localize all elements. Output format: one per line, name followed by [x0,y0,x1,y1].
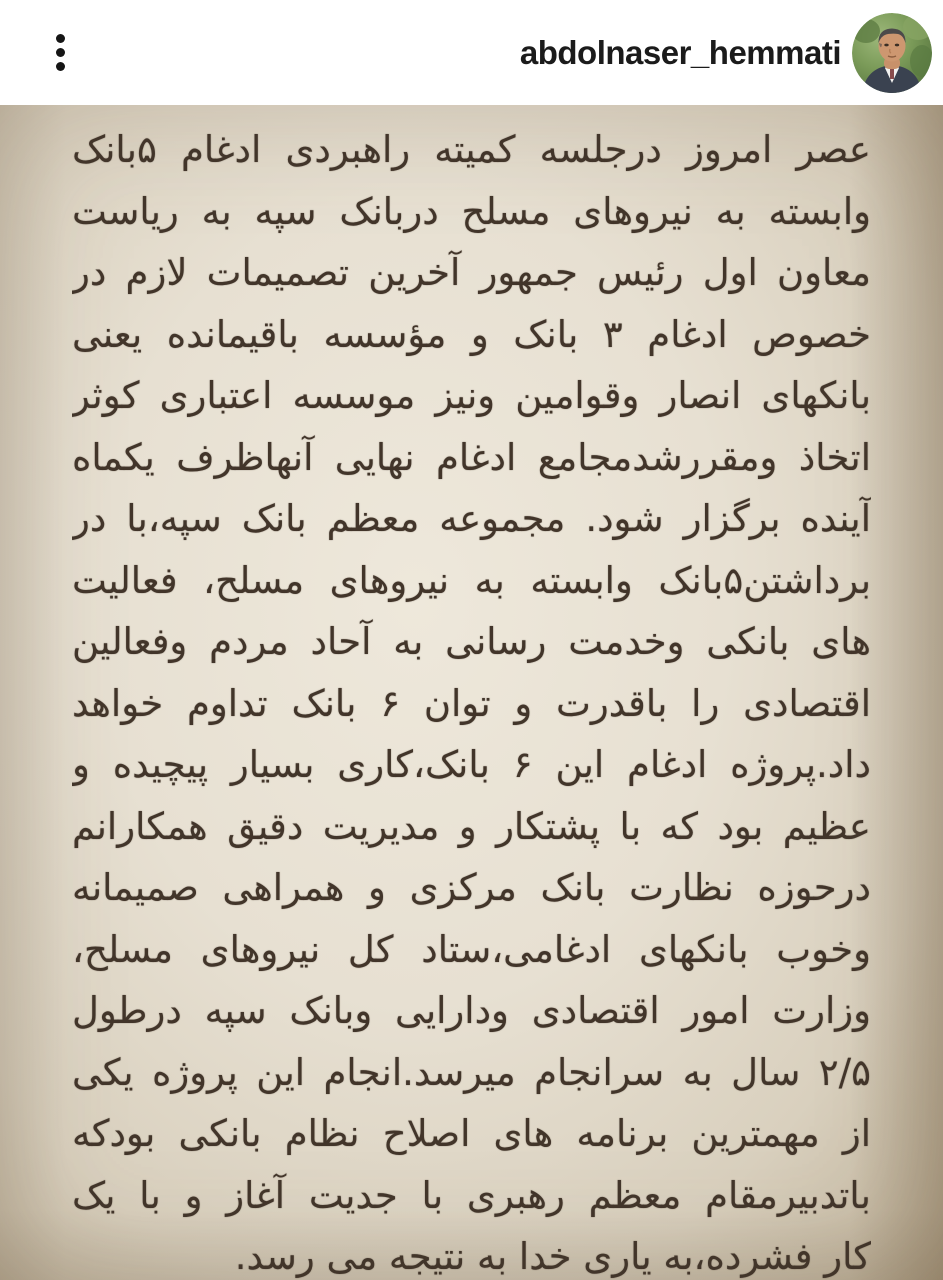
kebab-menu-icon [56,48,65,57]
post-text-line: وزارت امور اقتصادی ودارایی وبانک سپه درطول [72,989,871,1032]
avatar[interactable] [852,13,932,93]
kebab-menu-icon [56,62,65,71]
profile-photo-icon [852,13,932,93]
post-text-line: بانکهای انصار وقوامین ونیز موسسه اعتباری کوثر [72,374,871,417]
post-text-line: معاون اول رئیس جمهور آخرین تصمیمات لازم در [72,251,871,294]
post-text-line: کار فشرده،به یاری خدا به نتیجه می رسد. [234,1235,871,1278]
post-text [72,119,871,1280]
post-text-line: درحوزه نظارت بانک مرکزی و همراهی صمیمانه [72,866,871,909]
post-text-line: عظیم بود که با پشتکار و مدیریت دقیق همکارانم [72,804,871,848]
post-text-line: آینده برگزار شود. مجموعه معظم بانک سپه،با در [72,497,871,540]
post-text-line: عصر امروز درجلسه کمیته راهبردی ادغام ۵بانک [72,128,871,171]
post-text-line: خصوص ادغام ۳ بانک و مؤسسه باقیمانده یعنی [72,312,871,356]
username-link[interactable]: abdolnaser_hemmati [519,33,841,71]
user-block [520,0,932,105]
post-text-line: داد.پروژه ادغام این ۶ بانک،کاری بسیار پیچیده و [72,743,871,786]
post-header [0,0,943,105]
post-text-line: ۲/۵ سال به سرانجام میرسد.انجام این پروژه یکی [72,1050,871,1094]
post-text-line: وخوب بانکهای ادغامی،ستاد کل نیروهای مسلح، [72,927,871,971]
post-text-line: اقتصادی را باقدرت و توان ۶ بانک تداوم خواهد [72,681,871,725]
post-text-line: از مهمترین برنامه های اصلاح نظام بانکی بودکه [72,1112,871,1155]
kebab-menu-icon [56,34,65,43]
post-text-line: های بانکی وخدمت رسانی به آحاد مردم وفعالین [72,620,871,663]
post-text-line: اتخاذ ومقررشدمجامع ادغام نهایی آنهاظرف یکماه [72,435,871,479]
post-text-line: وابسته به نیروهای مسلح دربانک سپه به ریاست [72,189,871,233]
more-options-button[interactable] [42,24,78,80]
post-text-line: باتدبیرمقام معظم رهبری با جدیت آغاز و با یک [72,1173,871,1217]
post-image [0,105,943,1280]
post-text-line: برداشتن۵بانک وابسته به نیروهای مسلح، فعالیت [72,558,871,602]
